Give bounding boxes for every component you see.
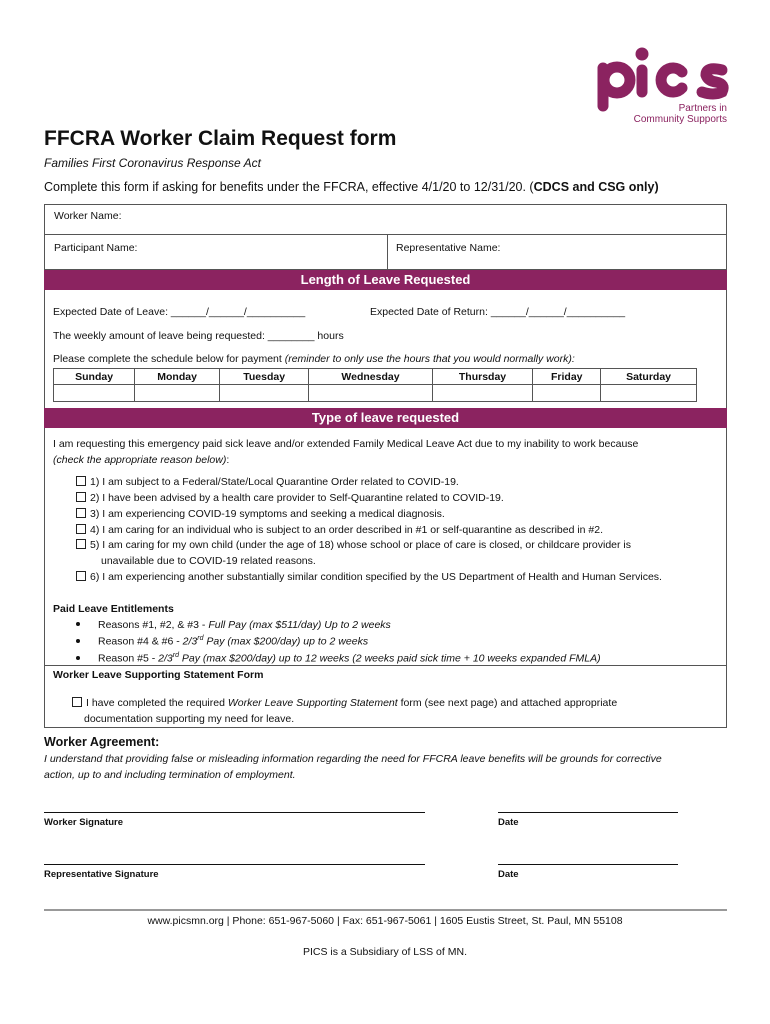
- bullet-icon: [76, 622, 80, 626]
- reason-text: 5) I am caring for my own child (under the age of 18) whose school or place of care is closed, or childcare provider is: [90, 539, 632, 551]
- hours-cell[interactable]: [432, 385, 533, 402]
- day-header: Wednesday: [309, 369, 432, 385]
- representative-date-line[interactable]: [498, 864, 678, 865]
- day-header: Saturday: [601, 369, 697, 385]
- support-text-3: documentation supporting my need for leave.: [84, 713, 295, 725]
- entitlement-plain: Reason #4 & #6 -: [98, 635, 183, 648]
- day-header: Sunday: [54, 369, 135, 385]
- hours-cell[interactable]: [135, 385, 220, 402]
- checkbox[interactable]: [76, 476, 86, 486]
- checkbox[interactable]: [76, 539, 86, 549]
- reason-item[interactable]: [76, 571, 662, 583]
- day-header: Monday: [135, 369, 220, 385]
- schedule-instructions: [53, 353, 575, 365]
- logo-tagline-line2: Community Supports: [633, 114, 727, 125]
- bullet-icon: [76, 656, 80, 660]
- hours-cell[interactable]: [309, 385, 432, 402]
- expected-leave-date[interactable]: Expected Date of Leave: ______/______/__________: [53, 306, 306, 318]
- type-intro: I am requesting this emergency paid sick leave and/or extended Family Medical Leave Act due to my inability to work because: [53, 438, 639, 450]
- participant-name-label: Participant Name:: [54, 242, 138, 254]
- worker-date-line[interactable]: [498, 812, 678, 813]
- representative-date-label: Date: [498, 869, 519, 880]
- expected-return-date[interactable]: Expected Date of Return: ______/______/__________: [370, 306, 626, 318]
- reason-item[interactable]: [76, 524, 603, 536]
- footer-divider: [44, 909, 727, 911]
- checkbox[interactable]: [72, 697, 82, 707]
- entitlement-plain: Reason #5 -: [98, 652, 159, 665]
- hours-cell[interactable]: [220, 385, 309, 402]
- reason-item[interactable]: [76, 508, 445, 520]
- entitlement-item: [76, 619, 391, 631]
- hours-cell[interactable]: [533, 385, 601, 402]
- entitlement-italic-2: Pay (max $200/day) up to 12 weeks (2 weeks paid sick time + 10 weeks expanded FMLA): [178, 652, 601, 665]
- worker-signature-label: Worker Signature: [44, 817, 124, 828]
- checkbox[interactable]: [76, 524, 86, 534]
- intro-text: [44, 180, 659, 194]
- intro-bold: CDCS and CSG only): [533, 180, 659, 194]
- support-statement-item[interactable]: [72, 697, 617, 709]
- footer-subsidiary: PICS is a Subsidiary of LSS of MN.: [303, 946, 467, 958]
- entitlement-item: [76, 652, 601, 665]
- type-intro-note: [53, 454, 229, 466]
- reason-item[interactable]: [76, 539, 631, 551]
- reason-text: 3) I am experiencing COVID-19 symptoms and seeking a medical diagnosis.: [90, 508, 445, 520]
- weekly-amount-field[interactable]: The weekly amount of leave being requested: ________ hours: [53, 330, 344, 342]
- day-header: Friday: [533, 369, 601, 385]
- type-intro-italic: (check the appropriate reason below): [53, 454, 227, 466]
- entitlement-item: [76, 635, 368, 648]
- representative-name-field[interactable]: [387, 234, 727, 270]
- schedule-intro: Please complete the schedule below for payment: [53, 353, 285, 365]
- bullet-icon: [76, 639, 80, 643]
- reason-text: 1) I am subject to a Federal/State/Local Quarantine Order related to COVID-19.: [90, 476, 459, 488]
- agreement-text-2: action, up to and including termination of employment.: [44, 769, 296, 781]
- entitlement-italic: Full Pay (max $511/day) Up to 2 weeks: [208, 619, 391, 631]
- pics-logo-mark: [590, 40, 735, 112]
- reason-text: 6) I am experiencing another substantially similar condition specified by the US Department of Health and Human Services.: [90, 571, 662, 583]
- reason-item[interactable]: [76, 492, 504, 504]
- support-text-italic: Worker Leave Supporting Statement: [227, 697, 398, 709]
- agreement-text-1: I understand that providing false or misleading information regarding the need for FFCRA leave benefits will be grounds for corrective: [44, 753, 662, 765]
- logo-tagline-line1: Partners in: [678, 103, 727, 114]
- representative-name-label: Representative Name:: [396, 242, 501, 254]
- support-text-1: I have completed the required: [86, 697, 228, 709]
- pics-logo: [590, 40, 735, 130]
- type-intro-end: :: [226, 454, 230, 466]
- entitlement-plain: Reasons #1, #2, & #3 -: [98, 619, 209, 631]
- agreement-title: Worker Agreement:: [44, 735, 160, 749]
- hours-cell[interactable]: [54, 385, 135, 402]
- page-subtitle: Families First Coronavirus Response Act: [44, 156, 261, 170]
- schedule-note: (reminder to only use the hours that you would normally work):: [284, 353, 575, 365]
- length-of-leave-header: Length of Leave Requested: [44, 270, 727, 290]
- checkbox[interactable]: [76, 508, 86, 518]
- reason-text: 4) I am caring for an individual who is subject to an order described in #1 or self-quarantine as described in #2.: [90, 524, 604, 536]
- support-text-2: form (see next page) and attached appropriate: [397, 697, 618, 709]
- type-of-leave-header: Type of leave requested: [44, 408, 727, 428]
- day-header: Thursday: [432, 369, 533, 385]
- entitlement-italic-2: Pay (max $200/day) up to 2 weeks: [203, 635, 369, 648]
- participant-name-field[interactable]: [44, 234, 388, 270]
- intro-plain: Complete this form if asking for benefits under the FFCRA, effective 4/1/20 to 12/31/20. (: [44, 180, 534, 194]
- entitlements-title: Paid Leave Entitlements: [53, 603, 174, 615]
- checkbox[interactable]: [76, 571, 86, 581]
- checkbox[interactable]: [76, 492, 86, 502]
- support-divider: [44, 665, 727, 666]
- schedule-hours-row: [54, 385, 697, 402]
- representative-signature-label: Representative Signature: [44, 869, 159, 880]
- entitlement-italic: 2/3: [158, 652, 173, 665]
- day-header: Tuesday: [220, 369, 309, 385]
- worker-name-label: Worker Name:: [54, 210, 122, 222]
- entitlement-italic: 2/3: [182, 635, 198, 648]
- footer-contact: www.picsmn.org | Phone: 651-967-5060 | Fax: 651-967-5061 | 1605 Eustis Street, St. Paul, MN 55108: [147, 915, 623, 927]
- entitlement-sup: rd: [197, 635, 204, 642]
- worker-date-label: Date: [498, 817, 519, 828]
- support-title: Worker Leave Supporting Statement Form: [53, 669, 264, 681]
- worker-name-field[interactable]: [44, 204, 727, 235]
- reason-item[interactable]: [76, 476, 459, 488]
- representative-signature-line[interactable]: [44, 864, 425, 865]
- schedule-table: [53, 368, 697, 402]
- schedule-header-row: [54, 369, 697, 385]
- worker-signature-line[interactable]: [44, 812, 425, 813]
- page-title: FFCRA Worker Claim Request form: [44, 127, 397, 150]
- reason-5-continued: unavailable due to COVID-19 related reasons.: [101, 555, 316, 567]
- hours-cell[interactable]: [601, 385, 697, 402]
- reason-text: 2) I have been advised by a health care provider to Self-Quarantine related to COVID-19.: [90, 492, 504, 504]
- entitlement-sup: rd: [172, 652, 179, 659]
